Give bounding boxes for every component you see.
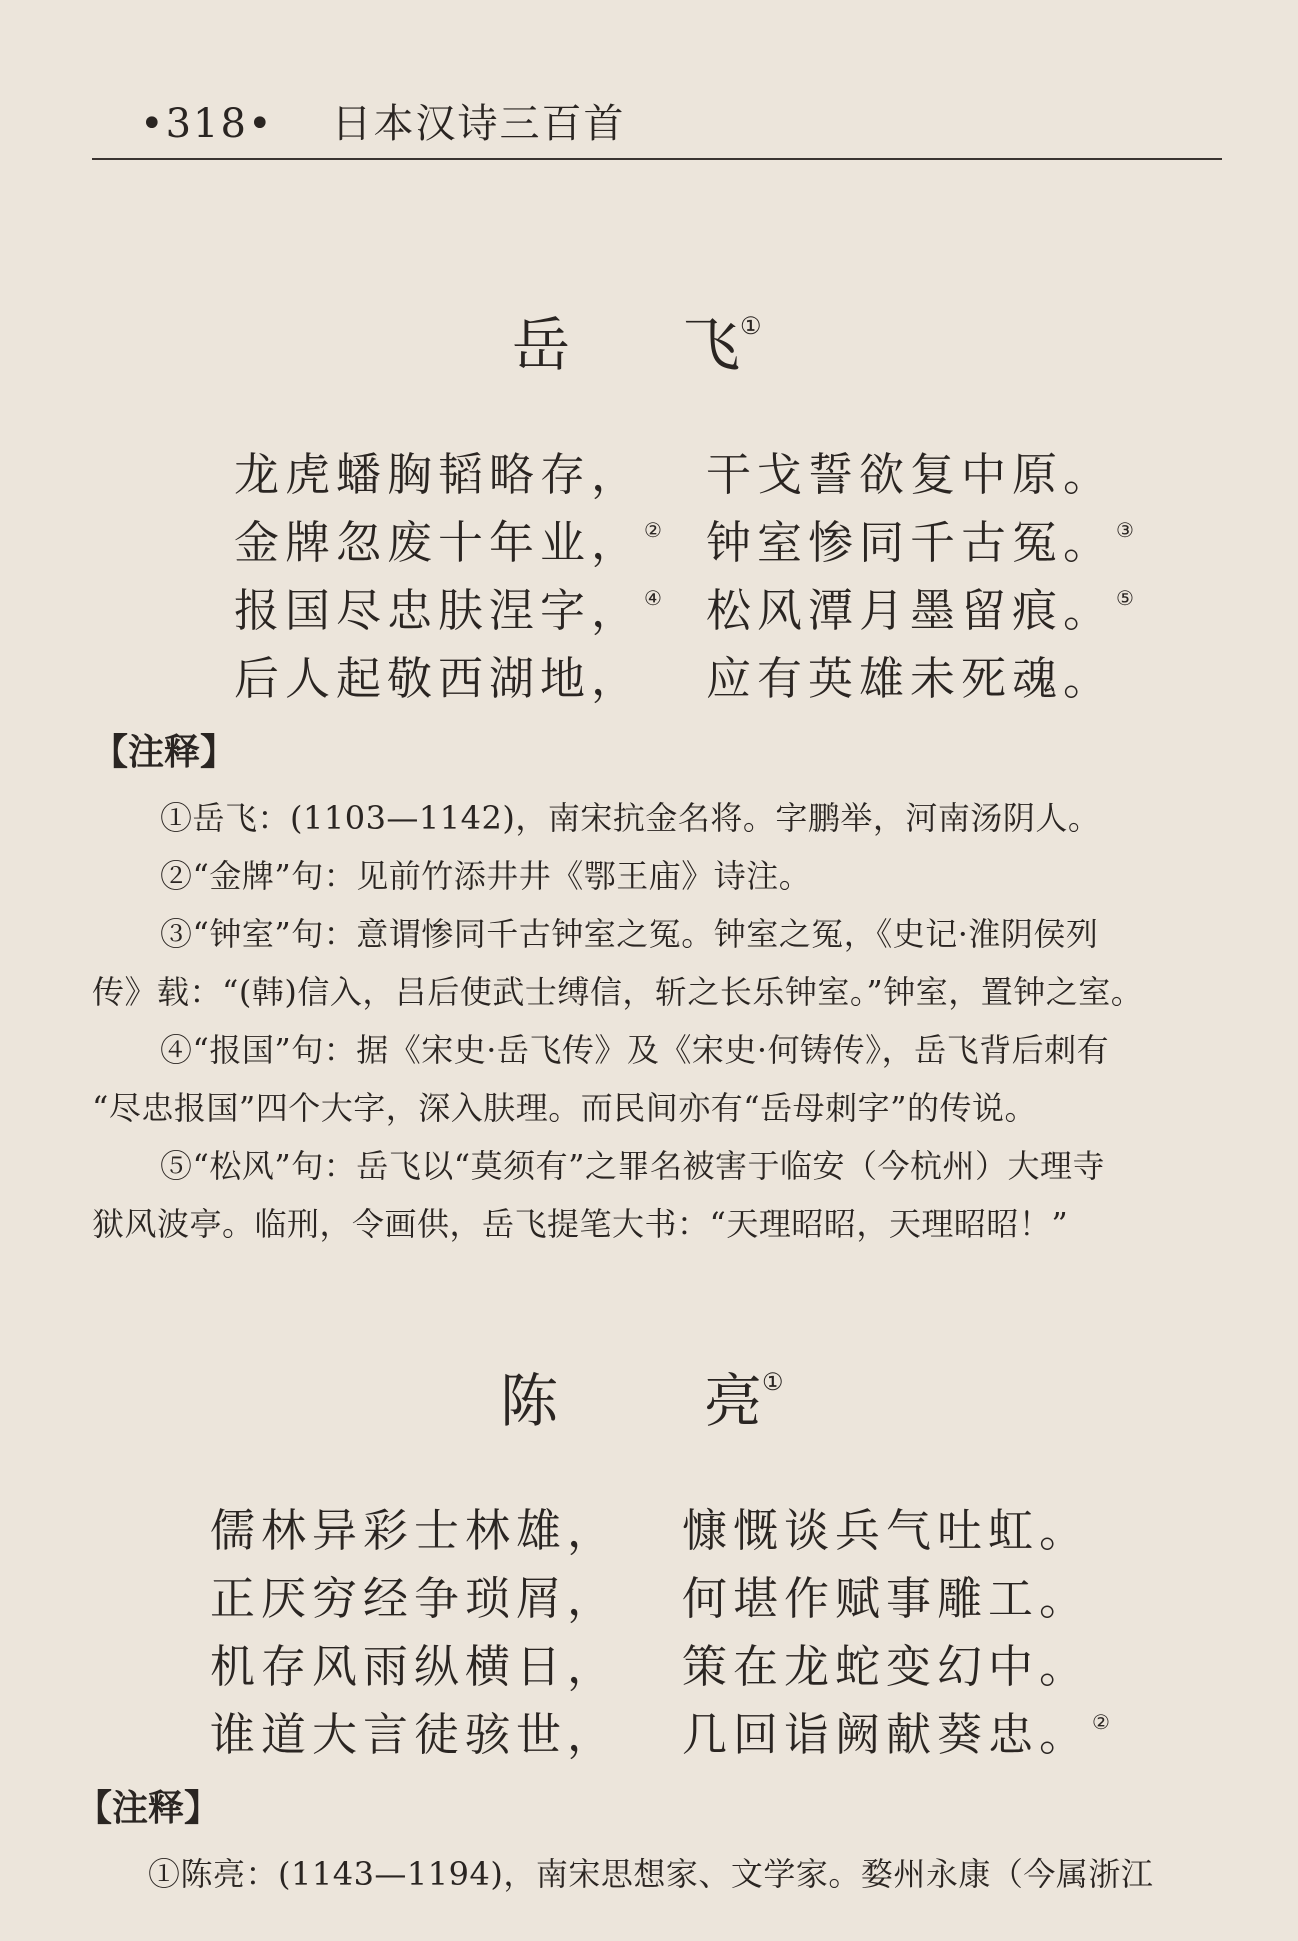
running-header (140, 92, 626, 149)
poem-line: 谁道大言徒骇世， (210, 1708, 619, 1761)
poem-title-char-2: 飞 (682, 311, 741, 379)
poem-line: 干戈誓欲复中原。 (706, 448, 1115, 501)
poem-line: 报国尽忠肤涅字， ④ (234, 584, 662, 637)
poem-line: 慷慨谈兵气吐虹。 (682, 1504, 1091, 1557)
poem-line: 龙虎蟠胸韬略存， (234, 448, 643, 501)
note-line: ⑤“松风”句：岳飞以“莫须有”之罪名被害于临安（今杭州）大理寺 (160, 1147, 1105, 1185)
note-line: 传》载：“(韩)信入，吕后使武士缚信，斩之长乐钟室。”钟室，置钟之室。 (92, 973, 1144, 1011)
poem-line: 松风潭月墨留痕。 ⑤ (706, 584, 1134, 637)
poem-line: 儒林异彩士林雄， (210, 1504, 619, 1557)
poem-title-char-2: 亮 (704, 1367, 763, 1435)
note-line: ②“金牌”句：见前竹添井井《鄂王庙》诗注。 (160, 857, 812, 895)
note-line: ①岳飞：(1103—1142)，南宋抗金名将。字鹏举，河南汤阴人。 (160, 799, 1101, 837)
note-line: “尽忠报国”四个大字，深入肤理。而民间亦有“岳母刺字”的传说。 (92, 1089, 1037, 1127)
page-number: •318• (140, 101, 274, 147)
footnote-marker: ① (762, 1368, 784, 1396)
note-line: ④“报国”句：据《宋史·岳飞传》及《宋史·何铸传》，岳飞背后刺有 (160, 1031, 1110, 1069)
poem-line: 机存风雨纵横日， (210, 1640, 619, 1693)
poem-line: 应有英雄未死魂。 (706, 652, 1115, 705)
note-line: ①陈亮：(1143—1194)，南宋思想家、文学家。婺州永康（今属浙江 (148, 1855, 1154, 1893)
poem-line: 几回诣阙献葵忠。 ② (682, 1708, 1110, 1761)
poem-line: 策在龙蛇变幻中。 (682, 1640, 1091, 1693)
poem-line: 何堪作赋事雕工。 (682, 1572, 1091, 1625)
poem-title-char-1: 陈 (500, 1367, 559, 1435)
poem-line: 正厌穷经争琐屑， (210, 1572, 619, 1625)
notes-heading: 【注释】 (76, 1787, 221, 1829)
header-rule (92, 158, 1222, 160)
poem-line: 后人起敬西湖地， (234, 652, 643, 705)
poem-title-chen-liang (500, 1367, 784, 1435)
poem-line: 金牌忽废十年业， ② (234, 516, 662, 569)
book-title: 日本汉诗三百首 (331, 101, 626, 147)
note-line: ③“钟室”句：意谓惨同千古钟室之冤。钟室之冤，《史记·淮阴侯列 (160, 915, 1099, 953)
note-line: 狱风波亭。临刑，令画供，岳飞提笔大书：“天理昭昭，天理昭昭！” (92, 1205, 1069, 1243)
footnote-marker: ① (740, 312, 762, 340)
notes-heading: 【注释】 (92, 731, 237, 773)
poem-line: 钟室惨同千古冤。 ③ (706, 516, 1134, 569)
poem-title-char-1: 岳 (512, 311, 571, 379)
poem-title-yue-fei (512, 311, 762, 379)
